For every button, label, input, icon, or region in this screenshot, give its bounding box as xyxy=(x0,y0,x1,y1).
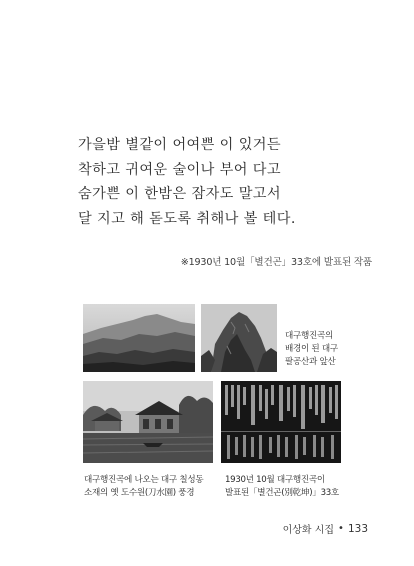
caption-line: 배경이 된 대구 xyxy=(285,344,338,354)
poem-line-1: 가을밤 별같이 어여쁜 이 있거든 xyxy=(78,137,282,153)
caption-pavilion xyxy=(84,474,203,500)
caption-line: 발표된「별건곤(別乾坤)」33호 xyxy=(225,488,339,498)
poem-line-3: 숨가쁜 이 한밤은 잠자도 말고서 xyxy=(78,186,282,203)
poem xyxy=(78,133,378,231)
magazine-page-photo xyxy=(221,381,341,463)
source-note: ※1930년 10월「별건곤」33호에 발표된 작품 xyxy=(180,257,372,268)
poem-line-2: 착하고 귀여운 술이나 부어 다고 xyxy=(78,161,282,178)
mountain-landscape-photo xyxy=(83,304,195,372)
caption-line: 소재의 옛 도수원(刀水園) 풍경 xyxy=(84,488,195,498)
caption-line: 대구행진곡에 나오는 대구 칠성동 xyxy=(84,475,204,485)
page-footer xyxy=(283,521,368,536)
separator-dot: • xyxy=(338,523,344,534)
page-number: 133 xyxy=(347,522,368,535)
caption-mountains xyxy=(285,330,338,369)
caption-line: 대구행진곡의 xyxy=(285,331,334,341)
caption-line: 1930년 10월 대구행진곡이 xyxy=(225,475,325,485)
book-title: 이상화 시집 xyxy=(282,525,335,536)
pavilion-photo xyxy=(83,381,213,463)
caption-magazine xyxy=(225,474,339,500)
poem-line-4: 달 지고 해 돋도록 취해나 볼 테다. xyxy=(78,210,296,227)
rocky-cliff-photo xyxy=(201,304,277,372)
caption-line: 팔공산과 앞산 xyxy=(285,357,336,367)
